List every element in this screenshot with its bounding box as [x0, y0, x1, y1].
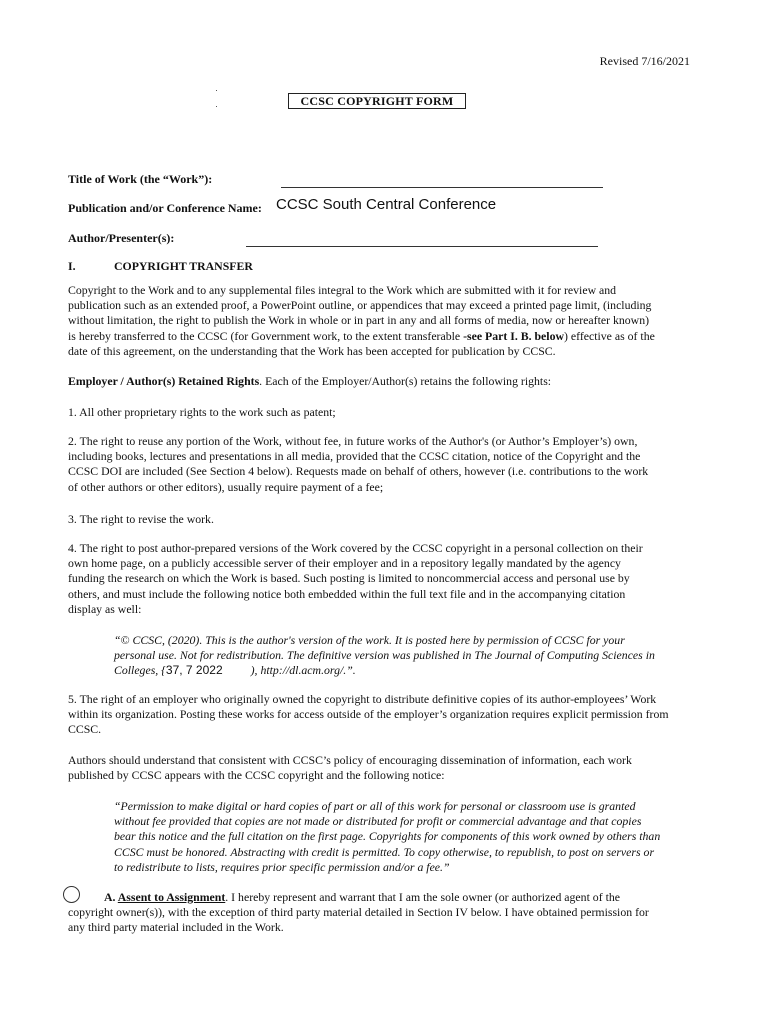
- notice-line: “© CCSC, (2020). This is the author's version of the work. It is posted here by permission of CCSC for your: [114, 633, 625, 647]
- paragraph-line: Authors should understand that consistent with CCSC’s policy of encouraging dissemination of information, each work: [68, 753, 632, 767]
- paragraph-line: any third party material included in the Work.: [68, 920, 284, 935]
- paragraph-line: of other authors or other editors), usually require payment of a fee;: [68, 479, 384, 494]
- paragraph-line: publication such as an extended proof, a PowerPoint outline, or appendices that may exceed a printed page limit, (including: [68, 298, 652, 313]
- scan-mark: [216, 90, 217, 91]
- author-label: Author/Presenter(s):: [68, 231, 175, 245]
- revised-date: Revised 7/16/2021: [599, 54, 690, 68]
- permission-notice: [114, 799, 706, 875]
- paragraph-line: Copyright to the Work and to any supplemental files integral to the Work which are submitted with it for review and: [68, 283, 617, 297]
- text-run: ) effective as of the: [564, 328, 655, 343]
- retained-rights-title: Employer / Author(s) Retained Rights: [68, 374, 260, 388]
- publication-label: Publication and/or Conference Name:: [68, 201, 262, 215]
- paragraph-line: funding the research on which the Work is based. Such posting is limited to noncommercial access and personal use by: [68, 571, 630, 586]
- right-4: [68, 541, 708, 617]
- publication-field[interactable]: CCSC South Central Conference: [276, 196, 497, 213]
- paragraph-line: CCSC DOI are included (See Section 4 below). Requests made on behalf of others, however (i.e. contributions to the work: [68, 464, 649, 479]
- text-run: ), http://dl.acm.org/.”.: [250, 663, 356, 678]
- policy-paragraph: [68, 753, 708, 783]
- copyright-transfer-paragraph: [68, 283, 708, 359]
- title-of-work-label: Title of Work (the “Work”):: [68, 172, 213, 186]
- notice-line: to redistribute to lists, requires prior specific permission and/or a fee.”: [114, 859, 450, 874]
- paragraph-line: 2. The right to reuse any portion of the Work, without fee, in future works of the Author's (or Author’s Employer’s) own,: [68, 434, 638, 448]
- paragraph-line: CCSC.: [68, 722, 102, 737]
- text-run: is hereby transferred to the CCSC (for Government work, to the extent transferable: [68, 328, 464, 343]
- volume-issue-field[interactable]: 37, 7 2022: [165, 663, 223, 678]
- assent-paragraph: [68, 905, 708, 935]
- author-field[interactable]: [246, 245, 598, 247]
- notice-line: CCSC must be honored. Abstracting with credit is permitted. To copy otherwise, to republish, to post on servers or: [114, 844, 655, 859]
- paragraph-line: others, and must include the following notice both embedded within the full text file and in the accompanying citation: [68, 586, 626, 601]
- assent-text: . I hereby represent and warrant that I am the sole owner (or authorized agent of the: [225, 890, 620, 904]
- paragraph-line: within its organization. Posting these works for access outside of the employer’s organization requires explicit permission from: [68, 707, 669, 722]
- right-1: 1. All other proprietary rights to the work such as patent;: [68, 405, 336, 419]
- assent-first-line: [104, 890, 710, 905]
- section-title: COPYRIGHT TRANSFER: [114, 259, 253, 273]
- right-3: 3. The right to revise the work.: [68, 512, 214, 526]
- paragraph-line: 5. The right of an employer who originally owned the copyright to distribute definitive copies of its author-employees’ Work: [68, 692, 657, 706]
- scan-mark: [216, 106, 217, 107]
- right-2: [68, 434, 708, 495]
- paragraph-line: including books, lectures and presentations in all media, provided that the CCSC citation, notice of the Copyright and the: [68, 449, 641, 464]
- assent-prefix: A.: [104, 890, 118, 904]
- title-of-work-field[interactable]: [281, 186, 603, 188]
- form-title: CCSC COPYRIGHT FORM: [288, 93, 466, 109]
- paragraph-line: copyright owner(s)), with the exception of third party material detailed in Section IV below. I have obtained permission for: [68, 905, 649, 919]
- right-5: [68, 692, 708, 738]
- paragraph-line: without limitation, the right to publish the Work in whole or in part in any and all forms of media, now or hereafter known): [68, 313, 650, 328]
- section-number: I.: [68, 259, 76, 273]
- paragraph-line: published by CCSC appears with the CCSC copyright and the following notice:: [68, 768, 445, 783]
- notice-line: [114, 663, 706, 678]
- retained-rights-text: . Each of the Employer/Author(s) retains the following rights:: [259, 374, 552, 388]
- assent-heading: Assent to Assignment: [117, 890, 226, 904]
- paragraph-line: 4. The right to post author-prepared versions of the Work covered by the CCSC copyright in a personal collection on their: [68, 541, 643, 555]
- text-run: Colleges, {: [114, 663, 166, 678]
- notice-line: “Permission to make digital or hard copies of part or all of this work for personal or classroom use is granted: [114, 799, 636, 813]
- paragraph-line: display as well:: [68, 601, 142, 616]
- author-version-notice: [114, 633, 706, 679]
- notice-line: bear this notice and the full citation on the first page. Copyrights for components of this work owned by others than: [114, 829, 661, 844]
- paragraph-line: own home page, on a publicly accessible server of their employer and in a repository legally mandated by the agency: [68, 556, 621, 571]
- notice-line: without fee provided that copies are not made or distributed for profit or commercial advantage and that copies: [114, 814, 642, 829]
- assent-radio-button[interactable]: [63, 886, 80, 903]
- notice-line: personal use. Not for redistribution. The definitive version was published in The Journal of Computing Sciences in: [114, 648, 655, 663]
- paragraph-line: [68, 329, 708, 344]
- retained-rights-heading: [68, 374, 708, 389]
- part-reference: -see Part I. B. below: [463, 328, 564, 343]
- paragraph-line: date of this agreement, on the understanding that the Work has been accepted for publication by CCSC.: [68, 343, 556, 358]
